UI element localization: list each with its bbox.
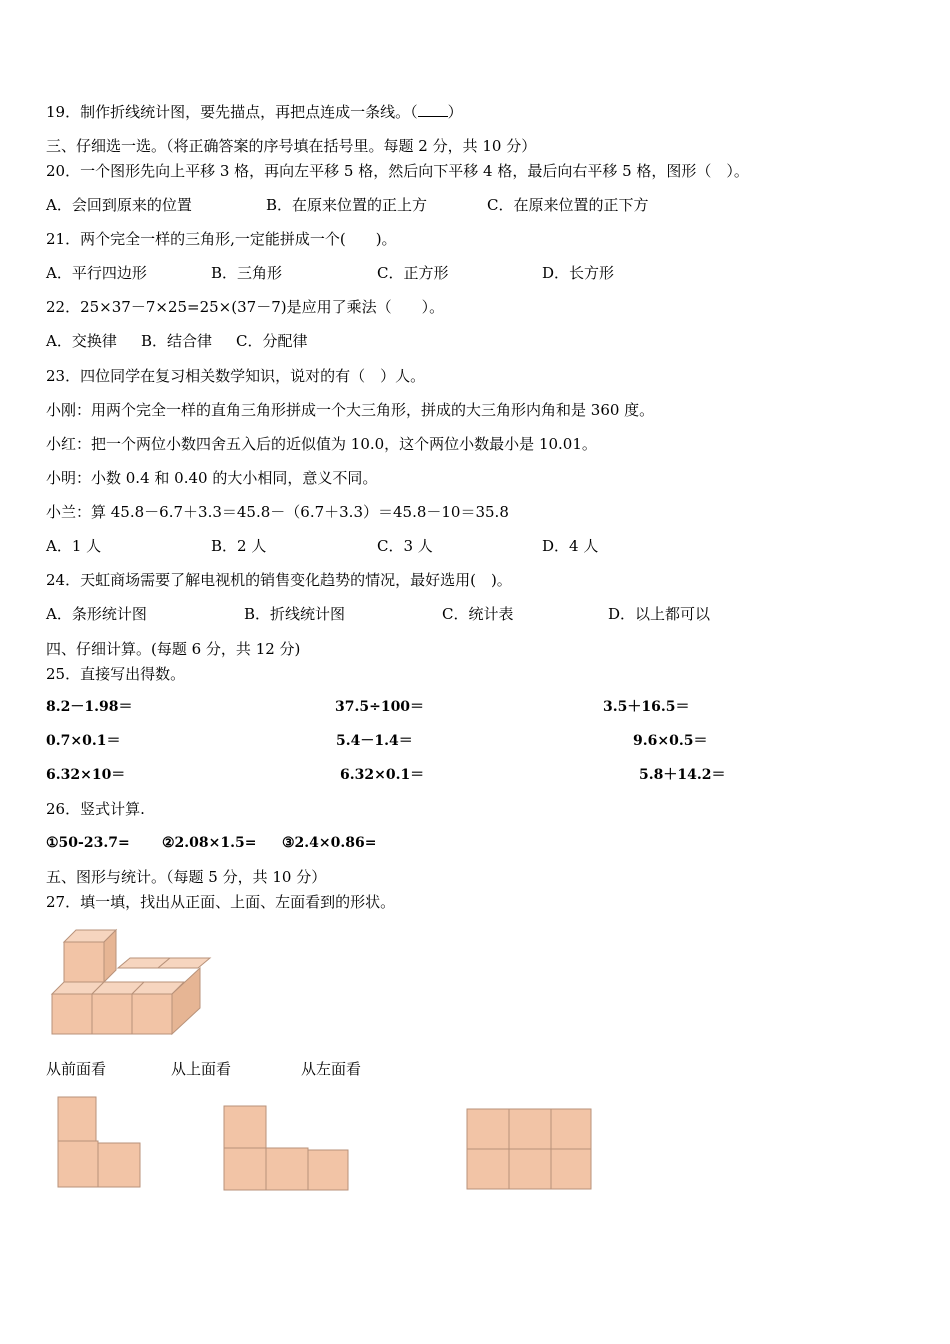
view-shape-1 xyxy=(56,1095,142,1190)
q23-option-d[interactable]: D．4 人 xyxy=(542,537,599,555)
view-label-top: 从上面看 xyxy=(171,1060,232,1078)
q20-stem: 20．一个图形先向上平移 3 格，再向左平移 5 格，然后向下平移 4 格，最后向右平移 5 格，图形（ ）。 xyxy=(46,162,749,180)
q20-option-a[interactable]: A．会回到原来的位置 xyxy=(46,196,192,214)
q23-option-b[interactable]: B．2 人 xyxy=(211,537,267,555)
q21-option-d[interactable]: D．长方形 xyxy=(542,264,615,282)
view-shape-2 xyxy=(222,1104,352,1192)
cube-stack-figure xyxy=(48,928,208,1038)
q25-item[interactable]: 9.6×0.5＝ xyxy=(633,733,708,749)
q25-item[interactable]: 6.32×10＝ xyxy=(46,767,126,783)
q24-option-c[interactable]: C．统计表 xyxy=(442,605,514,623)
q23-stem: 23．四位同学在复习相关数学知识，说对的有（ ）人。 xyxy=(46,367,426,385)
q23-option-c[interactable]: C．3 人 xyxy=(377,537,433,555)
q25-item[interactable]: 0.7×0.1＝ xyxy=(46,733,121,749)
view-shape-3 xyxy=(465,1107,595,1192)
q26-stem: 26．竖式计算. xyxy=(46,800,145,818)
section-5-heading: 五、图形与统计。（每题 5 分，共 10 分） xyxy=(46,868,327,886)
q19-answer-blank[interactable] xyxy=(418,102,448,117)
q27-stem: 27．填一填，找出从正面、上面、左面看到的形状。 xyxy=(46,893,396,911)
q21-option-c[interactable]: C．正方形 xyxy=(377,264,449,282)
q22-stem: 22．25×37－7×25=25×(37－7)是应用了乘法（ ）。 xyxy=(46,298,445,316)
view-label-front: 从前面看 xyxy=(46,1060,107,1078)
q26-item[interactable]: ②2.08×1.5= xyxy=(162,835,257,851)
q24-option-a[interactable]: A．条形统计图 xyxy=(46,605,147,623)
q25-item[interactable]: 5.4－1.4＝ xyxy=(336,733,413,749)
q26-item[interactable]: ③2.4×0.86= xyxy=(282,835,377,851)
q20-option-c[interactable]: C．在原来位置的正下方 xyxy=(487,196,649,214)
q23-option-a[interactable]: A．1 人 xyxy=(46,537,102,555)
section-3-heading: 三、仔细选一选。（将正确答案的序号填在括号里。每题 2 分，共 10 分） xyxy=(46,137,537,155)
q23-statement-xiaolan: 小兰：算 45.8－6.7＋3.3＝45.8－（6.7＋3.3）＝45.8－10＝35.8 xyxy=(46,503,509,521)
q20-option-b[interactable]: B．在原来位置的正上方 xyxy=(266,196,428,214)
q26-item[interactable]: ①50-23.7= xyxy=(46,835,130,851)
q23-statement-xiaohong: 小红：把一个两位小数四舍五入后的近似值为 10.0，这个两位小数最小是 10.01。 xyxy=(46,435,597,453)
view-label-left: 从左面看 xyxy=(301,1060,362,1078)
q24-option-b[interactable]: B．折线统计图 xyxy=(244,605,346,623)
q25-item[interactable]: 37.5÷100＝ xyxy=(335,699,425,715)
q25-item[interactable]: 8.2－1.98＝ xyxy=(46,699,133,715)
q23-statement-xiaogang: 小刚：用两个完全一样的直角三角形拼成一个大三角形，拼成的大三角形内角和是 360 度。 xyxy=(46,401,655,419)
q22-option-a[interactable]: A．交换律 xyxy=(46,332,117,350)
q25-item[interactable]: 6.32×0.1＝ xyxy=(340,767,425,783)
q22-option-c[interactable]: C．分配律 xyxy=(236,332,308,350)
q22-option-b[interactable]: B．结合律 xyxy=(141,332,213,350)
q24-option-d[interactable]: D．以上都可以 xyxy=(608,605,711,623)
q21-option-a[interactable]: A．平行四边形 xyxy=(46,264,147,282)
q23-statement-xiaoming: 小明：小数 0.4 和 0.40 的大小相同，意义不同。 xyxy=(46,469,378,487)
q21-stem: 21．两个完全一样的三角形,一定能拼成一个( )。 xyxy=(46,230,397,248)
q25-item[interactable]: 5.8＋14.2＝ xyxy=(639,767,726,783)
section-4-heading: 四、仔细计算。(每题 6 分，共 12 分) xyxy=(46,640,301,658)
q19-line: 19．制作折线统计图，要先描点，再把点连成一条线。（ ） xyxy=(46,103,463,121)
q24-stem: 24．天虹商场需要了解电视机的销售变化趋势的情况，最好选用( )。 xyxy=(46,571,512,589)
q25-stem: 25．直接写出得数。 xyxy=(46,665,186,683)
q21-option-b[interactable]: B．三角形 xyxy=(211,264,283,282)
q25-item[interactable]: 3.5＋16.5＝ xyxy=(603,699,690,715)
